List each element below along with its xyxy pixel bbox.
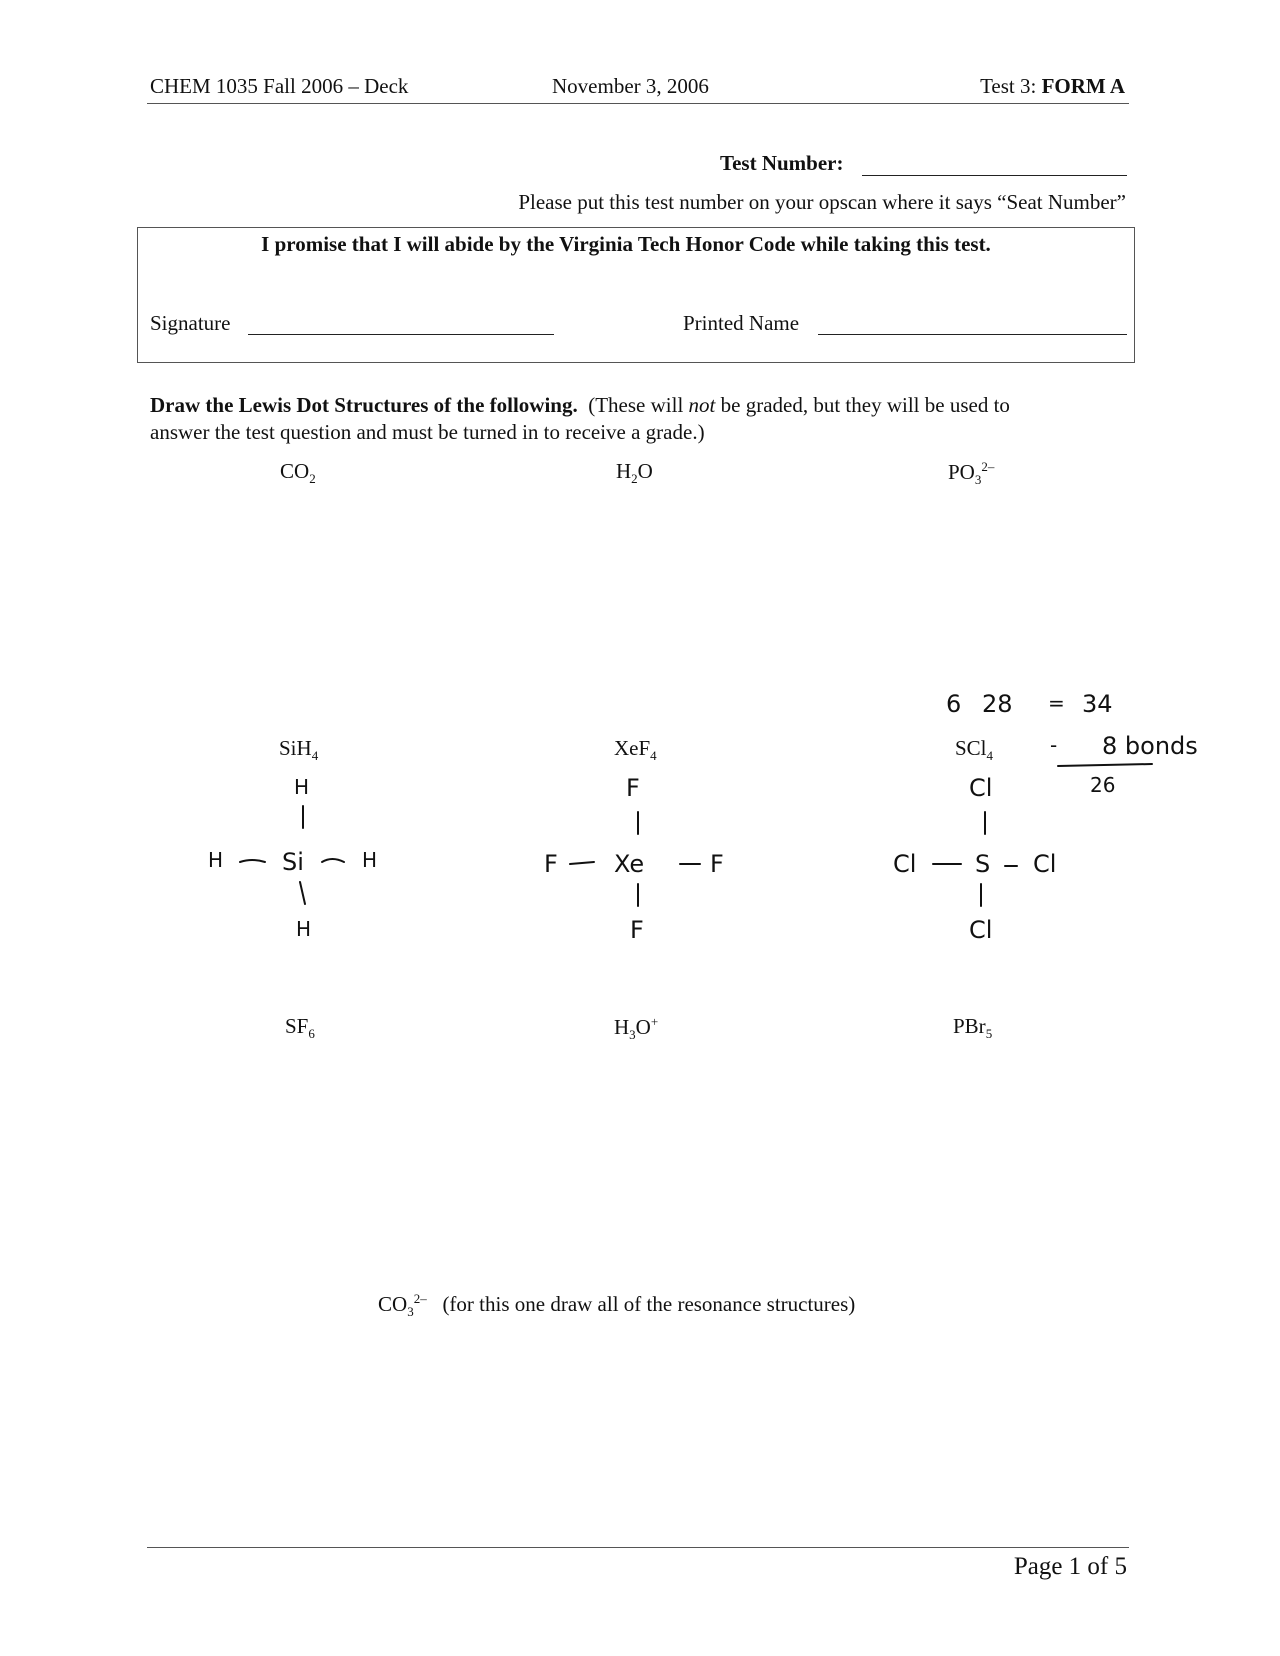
xef4-f-top: F	[626, 774, 640, 802]
sih4-h-left: H	[208, 848, 224, 872]
sih4-si: Si	[282, 848, 304, 876]
molecule-h3o: $H_3O^+$	[614, 1014, 659, 1043]
xef4-f-right: F	[710, 850, 724, 878]
footer-rule	[147, 1547, 1129, 1548]
instructions-line-2: answer the test question and must be turned in to receive a grade.)	[150, 420, 705, 444]
calc-bonds: 8 bonds	[1102, 732, 1198, 760]
signature-label: Signature	[150, 311, 231, 335]
molecule-po3: $PO_3^{2-}$	[948, 459, 995, 488]
molecule-co3: $CO_3^{2-}$ (for this one draw all of the resonance structures)	[378, 1291, 856, 1320]
page-number: Page 1 of 5	[1013, 1553, 1127, 1580]
co3-note: (for this one draw all of the resonance structures)	[442, 1292, 856, 1316]
calc-total: 34	[1082, 690, 1113, 718]
electron-count-calc	[930, 680, 1230, 810]
instructions-pre: (These will	[588, 393, 689, 417]
sih4-h-top: H	[294, 775, 310, 799]
molecule-scl4: SCl$_4$	[955, 736, 994, 764]
sih4-drawing	[190, 770, 400, 950]
calc-equals: =	[1048, 691, 1065, 715]
instructions-emphasis: not	[688, 393, 716, 417]
xef4-drawing	[530, 762, 770, 962]
instructions-line-1	[150, 393, 1010, 418]
scl4-cl-right: Cl	[1033, 850, 1057, 878]
printed-name-label: Printed Name	[683, 311, 800, 335]
header-rule	[147, 103, 1129, 104]
scl4-cl-top: Cl	[969, 774, 993, 802]
calc-minus: -	[1050, 733, 1058, 757]
molecule-h2o: $H_2O$	[616, 459, 653, 487]
xef4-xe: Xe	[614, 850, 645, 878]
printed-name-field[interactable]	[818, 334, 1127, 335]
signature-field[interactable]	[248, 334, 554, 335]
calc-s-electrons: 6	[946, 690, 962, 718]
form-label: FORM A	[1041, 74, 1125, 98]
course-title: CHEM 1035 Fall 2006 – Deck	[150, 74, 409, 98]
test-number-instruction: Please put this test number on your opscan where it says “Seat Number”	[518, 190, 1126, 214]
scl4-cl-bottom: Cl	[969, 916, 993, 944]
honor-pledge: I promise that I will abide by the Virginia Tech Honor Code while taking this test.	[261, 232, 991, 256]
test-number-label: Test Number:	[720, 151, 844, 175]
xef4-f-bottom: F	[630, 916, 644, 944]
test-label: Test 3:	[980, 74, 1037, 98]
instructions-post: be graded, but they will be used to	[715, 393, 1010, 417]
calc-cl-electrons: 28	[982, 690, 1013, 718]
instructions-heading: Draw the Lewis Dot Structures of the following.	[150, 393, 578, 417]
molecule-sf6: $SF_6$	[285, 1014, 315, 1042]
sih4-h-right: H	[362, 848, 378, 872]
molecule-sih4: SiH$_4$	[279, 736, 319, 764]
test-date: November 3, 2006	[552, 74, 709, 98]
test-form	[980, 74, 1125, 99]
scl4-cl-left: Cl	[893, 850, 917, 878]
sih4-h-bottom: H	[296, 917, 312, 941]
molecule-pbr5: PBr$_5$	[953, 1014, 993, 1042]
test-number-field[interactable]	[862, 175, 1127, 176]
xef4-f-left: F	[544, 850, 558, 878]
molecule-xef4: XeF$_4$	[614, 736, 657, 764]
molecule-co2: $CO_2$	[280, 459, 316, 487]
calc-result: 26	[1090, 773, 1116, 797]
scl4-s: S	[975, 850, 991, 878]
